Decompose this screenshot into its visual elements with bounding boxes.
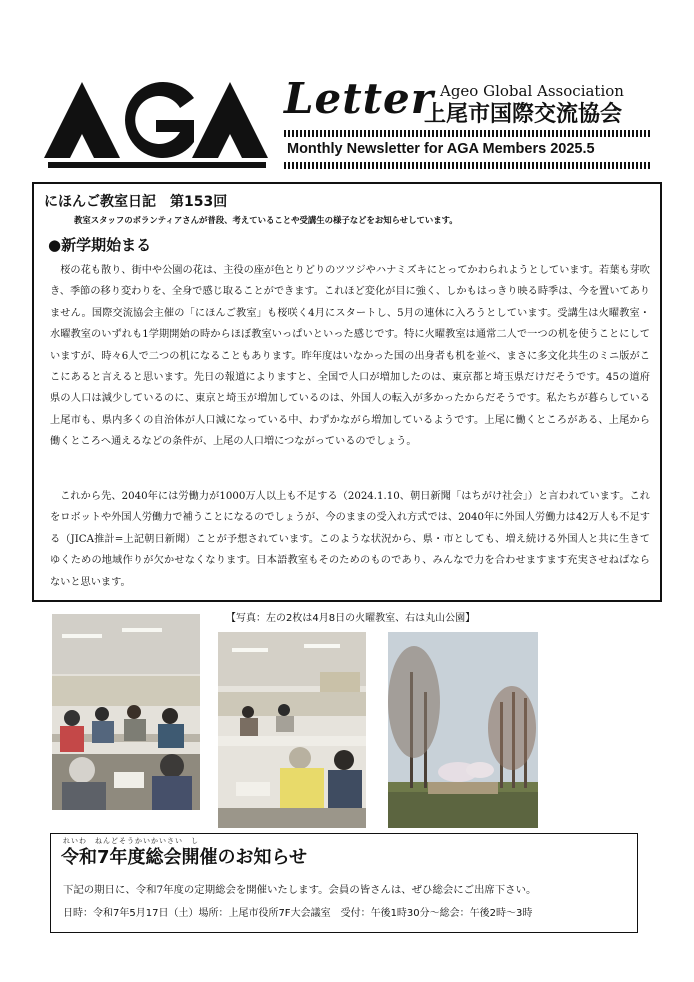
notice-title-ruby: れいわ ねんどそうかいかいさい し xyxy=(63,837,199,845)
general-meeting-notice xyxy=(50,833,638,933)
aga-logo xyxy=(44,80,268,160)
association-name-en: Ageo Global Association xyxy=(440,82,624,100)
classroom-photo-2 xyxy=(218,632,366,828)
article-paragraph-2: これから先、2040年には労働力が1000万人以上も不足する（2024.1.10、朝日新聞「はちがけ社会」）と言われています。これをロボットや外国人労働力で補うことになるのでしょうが、今のままの受入れ方式では、2040年に外国人労働力は42万人も不足する（JICA推計=上記朝日新聞）ことが予想されています。このような状況から、県・市としても、増え続ける外国人と共に生きてゆくための地域作りが欠かせなくなります。日本語教室もそのためのものであり、みんなで力を合わせますます充実させねばならないと思います。 xyxy=(50,491,650,588)
notice-schedule: 日時：令和7年5月17日（土）場所：上尾市役所7F大会議室 受付：午後1時30分～総会：午後2時～3時 xyxy=(63,908,533,919)
article-box xyxy=(32,182,662,602)
column-title: にほんご教室日記 第153回 xyxy=(44,194,228,210)
notice-body: 下記の期日に、令和7年度の定期総会を開催いたします。会員の皆さんは、ぜひ総会にご出席下さい。 xyxy=(63,884,537,896)
newsletter-title: Letter xyxy=(284,74,434,123)
maruyama-park-photo xyxy=(388,632,538,828)
decorative-stripe-top xyxy=(284,130,650,137)
classroom-photo-1 xyxy=(52,614,200,810)
article-paragraph-1: 桜の花も散り、街中や公園の花は、主役の座が色とりどりのツツジやハナミズキにとってかわられようとしています。若葉も芽吹き、季節の移り変わりを、全身で感じ取ることができます。これほど変化が目に強く、しかもはっきり映る時季は、今を置いてありません。国際交流協会主催の「にほんご教室」も桜咲く4月にスタートし、5月の連休に入ろうとしています。受講生は火曜教室・水曜教室のいずれも1学期開始の時からほぼ教室いっぱいといった感じです。特に火曜教室は通常二人で一つの机を使うことにしていますが、時々6人で二つの机になることもあります。昨年度はいなかった国の出身者も机を並べ、まさに多文化共生のミニ版がここにあると言えると思います。先日の報道によりますと、全国で人口が増加したのは、東京都と埼玉県だけだそうです。45の道府県の人口は減少しているのに、東京と埼玉が増加しているのは、外国人の転入が多かったからだそうです。私たちが暮らしている上尾市も、県内多くの自治体が人口減になっている中、わずかながら増加しているようです。上尾に働くところがある、上尾から働くところへ通えるなどの条件が、上尾の人口増につながっているのでしょう。 xyxy=(50,265,650,448)
decorative-stripe-bottom xyxy=(284,162,650,169)
photo-caption: 【写真：左の2枚は4月8日の火曜教室、右は丸山公園】 xyxy=(226,613,476,624)
section-heading: ●新学期始まる xyxy=(48,236,152,254)
masthead xyxy=(0,0,694,172)
newsletter-subtitle: Monthly Newsletter for AGA Members 2025.5 xyxy=(287,141,595,157)
column-intro: 教室スタッフのボランティアさんが普段、考えていることや受講生の様子などをお知らせしています。 xyxy=(74,215,458,225)
notice-title: 令和7年度総会開催のお知らせ xyxy=(61,847,307,868)
logo-underline xyxy=(48,162,266,168)
association-name-jp: 上尾市国際交流協会 xyxy=(424,102,623,127)
